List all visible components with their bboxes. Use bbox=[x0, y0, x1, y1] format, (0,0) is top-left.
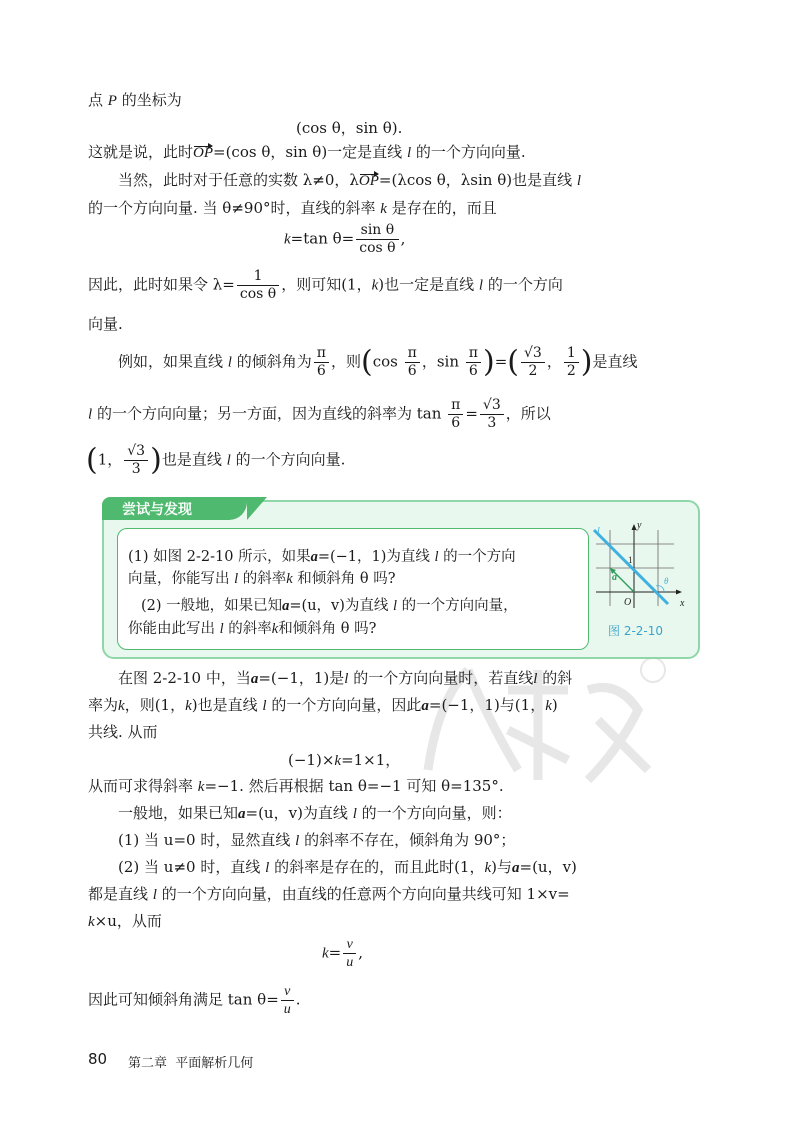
figure-caption: 图 2-2-10 bbox=[608, 624, 664, 638]
page-number: 80 bbox=[88, 1050, 108, 1068]
paragraph-line: 率为k，则(1，k)也是直线 l 的一个方向向量，因此a=(−1，1)与(1，k) bbox=[88, 696, 558, 714]
paragraph-line: 在图 2-2-10 中，当a=(−1，1)是l 的一个方向向量时，若直线l 的斜 bbox=[118, 669, 573, 687]
y-label: y bbox=[637, 520, 642, 531]
paragraph-line: 的一个方向向量. 当 θ≠90°时，直线的斜率 k 是存在的，而且 bbox=[88, 199, 497, 217]
paragraph-line: (1) 当 u=0 时，显然直线 l 的斜率不存在，倾斜角为 90°； bbox=[118, 831, 516, 849]
equation-collinear: (−1)×k=1×1， bbox=[288, 751, 401, 769]
line-label: l bbox=[597, 526, 600, 537]
paragraph-line: 共线. 从而 bbox=[88, 723, 158, 741]
paragraph-line: 从而可求得斜率 k=−1. 然后再根据 tan θ=−1 可知 θ=135°. bbox=[88, 777, 504, 795]
paragraph-line: 因此，此时如果令 λ= $\frac{1}{\text{cos θ}}$ ，则可知(1，k)也一定是直线 l 的一个方向 bbox=[88, 268, 563, 302]
question-line: (2) 一般地，如果已知a=(u，v)为直线 l 的一个方向向量， bbox=[141, 598, 518, 614]
vector-label: a bbox=[612, 572, 617, 583]
paragraph-line: 一般地，如果已知a=(u，v)为直线 l 的一个方向向量，则： bbox=[118, 804, 512, 822]
figure-2-2-10 bbox=[586, 520, 690, 616]
paragraph-line: 向量. bbox=[88, 315, 123, 333]
paragraph-line: (1， $\frac{√3}{3}$ )也是直线 l 的一个方向向量. bbox=[86, 442, 346, 478]
x-label: x bbox=[680, 598, 685, 609]
paragraph-line: 都是直线 l 的一个方向向量，由直线的任意两个方向向量共线可知 1×v= bbox=[88, 885, 570, 903]
paragraph-line: 这就是说，此时OP=(cos θ，sin θ)一定是直线 l 的一个方向向量. bbox=[88, 143, 526, 161]
equation-k-ratio: k= $\frac{v}{u}$ , bbox=[322, 937, 364, 970]
paragraph-line: 点 P 的坐标为 bbox=[88, 91, 182, 109]
paragraph-line: 因此可知倾斜角满足 tan θ= $\frac{v}{u}$ . bbox=[88, 984, 301, 1017]
equation-point-coords: (cos θ，sin θ). bbox=[296, 119, 403, 137]
question-line: (1) 如图 2-2-10 所示，如果a=(−1，1)为直线 l 的一个方向 bbox=[128, 549, 516, 565]
unit-label: 1 bbox=[628, 555, 633, 565]
question-line: 你能由此写出 l 的斜率k和倾斜角 θ 吗? bbox=[128, 621, 377, 637]
angle-label: θ bbox=[664, 576, 669, 586]
question-line: 向量，你能写出 l 的斜率k 和倾斜角 θ 吗? bbox=[128, 571, 396, 587]
paragraph-line: (2) 当 u≠0 时，直线 l 的斜率是存在的，而且此时(1，k)与a=(u，v) bbox=[118, 858, 577, 876]
paragraph-line: 当然，此时对于任意的实数 λ≠0，λOP=(λcos θ，λsin θ)也是直线 l bbox=[118, 171, 582, 189]
paragraph-line: 例如，如果直线 l 的倾斜角为 $\frac{\pi}{6}$ ，则(cos $\frac{\pi}{6}$ ，sin $\frac{\pi}{6}$ )=( $\frac{√3}{2}$ ， $\frac{1}{2}$ )是直线 bbox=[118, 344, 638, 380]
origin-label: O bbox=[624, 597, 632, 608]
try-discover-header: 尝试与发现 bbox=[102, 497, 247, 520]
chapter-label: 第二章 平面解析几何 bbox=[128, 1056, 254, 1071]
equation-slope: k=tan θ= $\frac{\text{sin θ}}{\text{cos θ}}$ , bbox=[284, 222, 406, 256]
paragraph-line: l 的一个方向向量；另一方面，因为直线的斜率为 tan $\frac{\pi}{6}$ = $\frac{√3}{3}$ ，所以 bbox=[88, 397, 551, 431]
paragraph-line: k×u，从而 bbox=[88, 912, 162, 930]
line-l bbox=[594, 530, 668, 604]
